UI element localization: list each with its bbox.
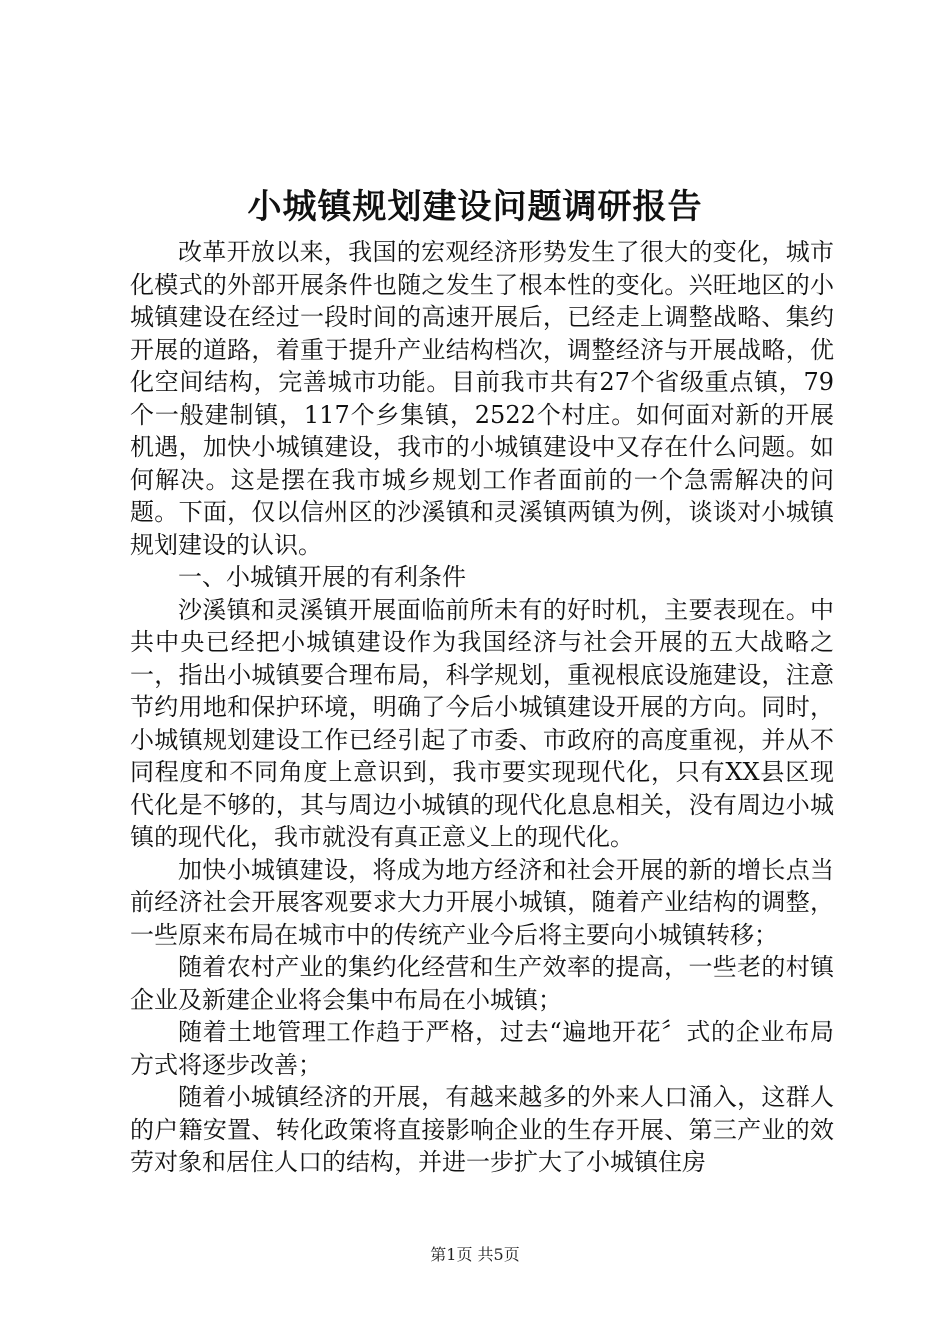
paragraph: 加快小城镇建设，将成为地方经济和社会开展的新的增长点当前经济社会开展客观要求大力开展小城镇，随着产业结构的调整，一些原来布局在城市中的传统产业今后将主要向小城镇转移； [130,855,834,949]
paragraph: 随着土地管理工作趋于严格，过去“遍地开花〞式的企业布局方式将逐步改善； [130,1018,834,1079]
page-number-footer: 第1页 共5页 [430,1245,520,1264]
paragraph: 随着小城镇经济的开展，有越来越多的外来人口涌入，这群人的户籍安置、转化政策将直接影响企业的生存开展、第三产业的效劳对象和居住人口的结构，并进一步扩大了小城镇住房 [130,1083,834,1176]
paragraph: 随着农村产业的集约化经营和生产效率的提高，一些老的村镇企业及新建企业将会集中布局在小城镇； [130,953,834,1014]
section-heading: 一、小城镇开展的有利条件 [178,563,466,591]
document-title: 小城镇规划建设问题调研报告 [247,187,703,227]
document-body [130,236,834,1179]
paragraph: 沙溪镇和灵溪镇开展面临前所未有的好时机，主要表现在。中共中央已经把小城镇建设作为我国经济与社会开展的五大战略之一，指出小城镇要合理布局，科学规划，重视根底设施建设，注意节约用地和保护环境，明确了今后小城镇建设开展的方向。同时，小城镇规划建设工作已经引起了市委、市政府的高度重视，并从不同程度和不同角度上意识到，我市要实现现代化，只有XX县区现代化是不够的，其与周边小城镇的现代化息息相关，没有周边小城镇的现代化，我市就没有真正意义上的现代化。 [130,595,834,851]
paragraph: 改革开放以来，我国的宏观经济形势发生了很大的变化，城市化模式的外部开展条件也随之发生了根本性的变化。兴旺地区的小城镇建设在经过一段时间的高速开展后，已经走上调整战略、集约开展的道路，着重于提升产业结构档次，调整经济与开展战略，优化空间结构，完善城市功能。目前我市共有27个省级重点镇，79个一般建制镇，117个乡集镇，2522个村庄。如何面对新的开展机遇，加快小城镇建设，我市的小城镇建设中又存在什么问题。如何解决。这是摆在我市城乡规划工作者面前的一个急需解决的问题。下面，仅以信州区的沙溪镇和灵溪镇两镇为例，谈谈对小城镇规划建设的认识。 [130,238,834,559]
